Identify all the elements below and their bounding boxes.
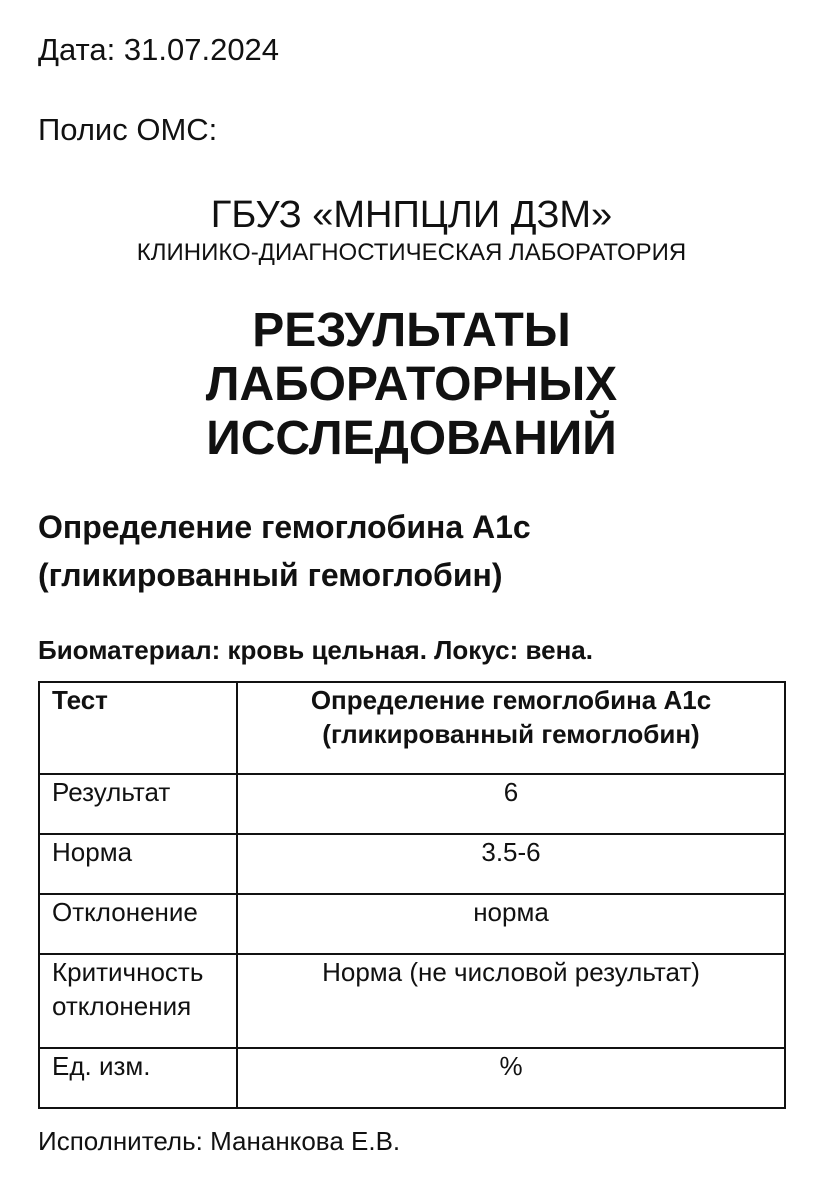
table-row-reference-range [39,834,785,894]
date-line [38,30,279,70]
row-label: Норма [39,834,237,894]
title-line-2: ЛАБОРАТОРНЫХ [205,358,618,411]
results-table [38,681,786,1109]
table-row-units [39,1048,785,1108]
row-label [39,954,237,1048]
policy-number-redaction [250,92,595,156]
row-value: 3.5-6 [237,834,785,894]
row-label-line-2: отклонения [52,991,192,1021]
row-label-line-1: Критичность [52,957,204,987]
row-label: Отклонение [39,894,237,954]
test-heading-line-1: Определение гемоглобина А1с [38,509,531,545]
laboratory-name: КЛИНИКО-ДИАГНОСТИЧЕСКАЯ ЛАБОРАТОРИЯ [136,239,687,266]
date-label: Дата: [38,32,116,67]
title-line-1: РЕЗУЛЬТАТЫ [252,304,571,357]
header-label-cell: Тест [39,682,237,774]
biomaterial-info: Биоматериал: кровь цельная. Локус: вена. [38,635,593,665]
title-line-3: ИССЛЕДОВАНИЙ [206,412,617,465]
header-value-cell [237,682,785,774]
date-value: 31.07.2024 [123,32,280,67]
test-heading-line-2: (гликированный гемоглобин) [38,557,503,593]
row-value: Норма (не числовой результат) [237,954,785,1048]
table-row-result [39,774,785,834]
row-value: % [237,1048,785,1108]
table-row-deviation [39,894,785,954]
row-value: 6 [237,774,785,834]
row-label: Результат [39,774,237,834]
organization-name: ГБУЗ «МНПЦЛИ ДЗМ» [210,194,613,236]
header-value-line-2: (гликированный гемоглобин) [322,719,700,749]
executor-line: Исполнитель: Мананкова Е.В. [38,1126,401,1156]
policy-label: Полис ОМС: [38,112,218,147]
test-heading [38,503,531,599]
table-header-row [39,682,785,774]
page-title [0,304,823,466]
row-label: Ед. изм. [39,1048,237,1108]
header-value-line-1: Определение гемоглобина А1с [310,685,712,715]
policy-line [38,110,217,150]
row-value: норма [237,894,785,954]
table-row-criticality [39,954,785,1048]
